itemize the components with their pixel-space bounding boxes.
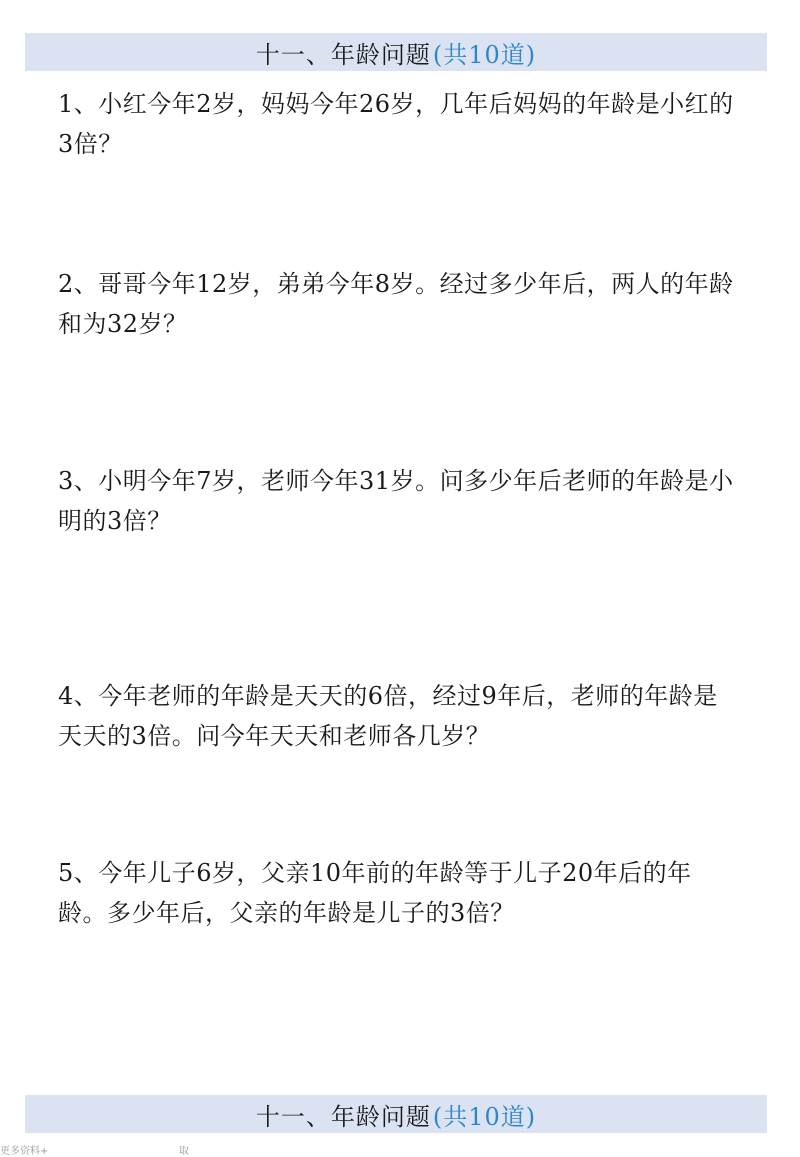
footer-note: 更多资料+	[0, 1146, 49, 1157]
question-1: 1、小红今年2岁，妈妈今年26岁，几年后妈妈的年龄是小红的3倍？	[58, 90, 734, 158]
question-2: 2、哥哥今年12岁，弟弟今年8岁。经过多少年后，两人的年龄和为32岁？	[58, 270, 734, 338]
next-section-title-bar	[25, 1095, 767, 1133]
question-3: 3、小明今年7岁，老师今年31岁。问多少年后老师的年龄是小明的3倍？	[58, 467, 734, 535]
next-section-title: 十一、年龄问题	[255, 1102, 431, 1131]
next-question-count: (共10道)	[432, 1102, 537, 1131]
question-5: 5、今年儿子6岁，父亲10年前的年龄等于儿子20年后的年龄。多少年后，父亲的年龄是儿子的3倍？	[58, 859, 692, 927]
footer-note-end: 取	[179, 1146, 189, 1157]
section-title: 十一、年龄问题	[255, 40, 431, 69]
question-count: (共10道)	[432, 40, 537, 69]
question-4: 4、今年老师的年龄是天天的6倍，经过9年后，老师的年龄是天天的3倍。问今年天天和老师各几岁？	[58, 682, 718, 750]
section-title-bar	[25, 33, 767, 71]
